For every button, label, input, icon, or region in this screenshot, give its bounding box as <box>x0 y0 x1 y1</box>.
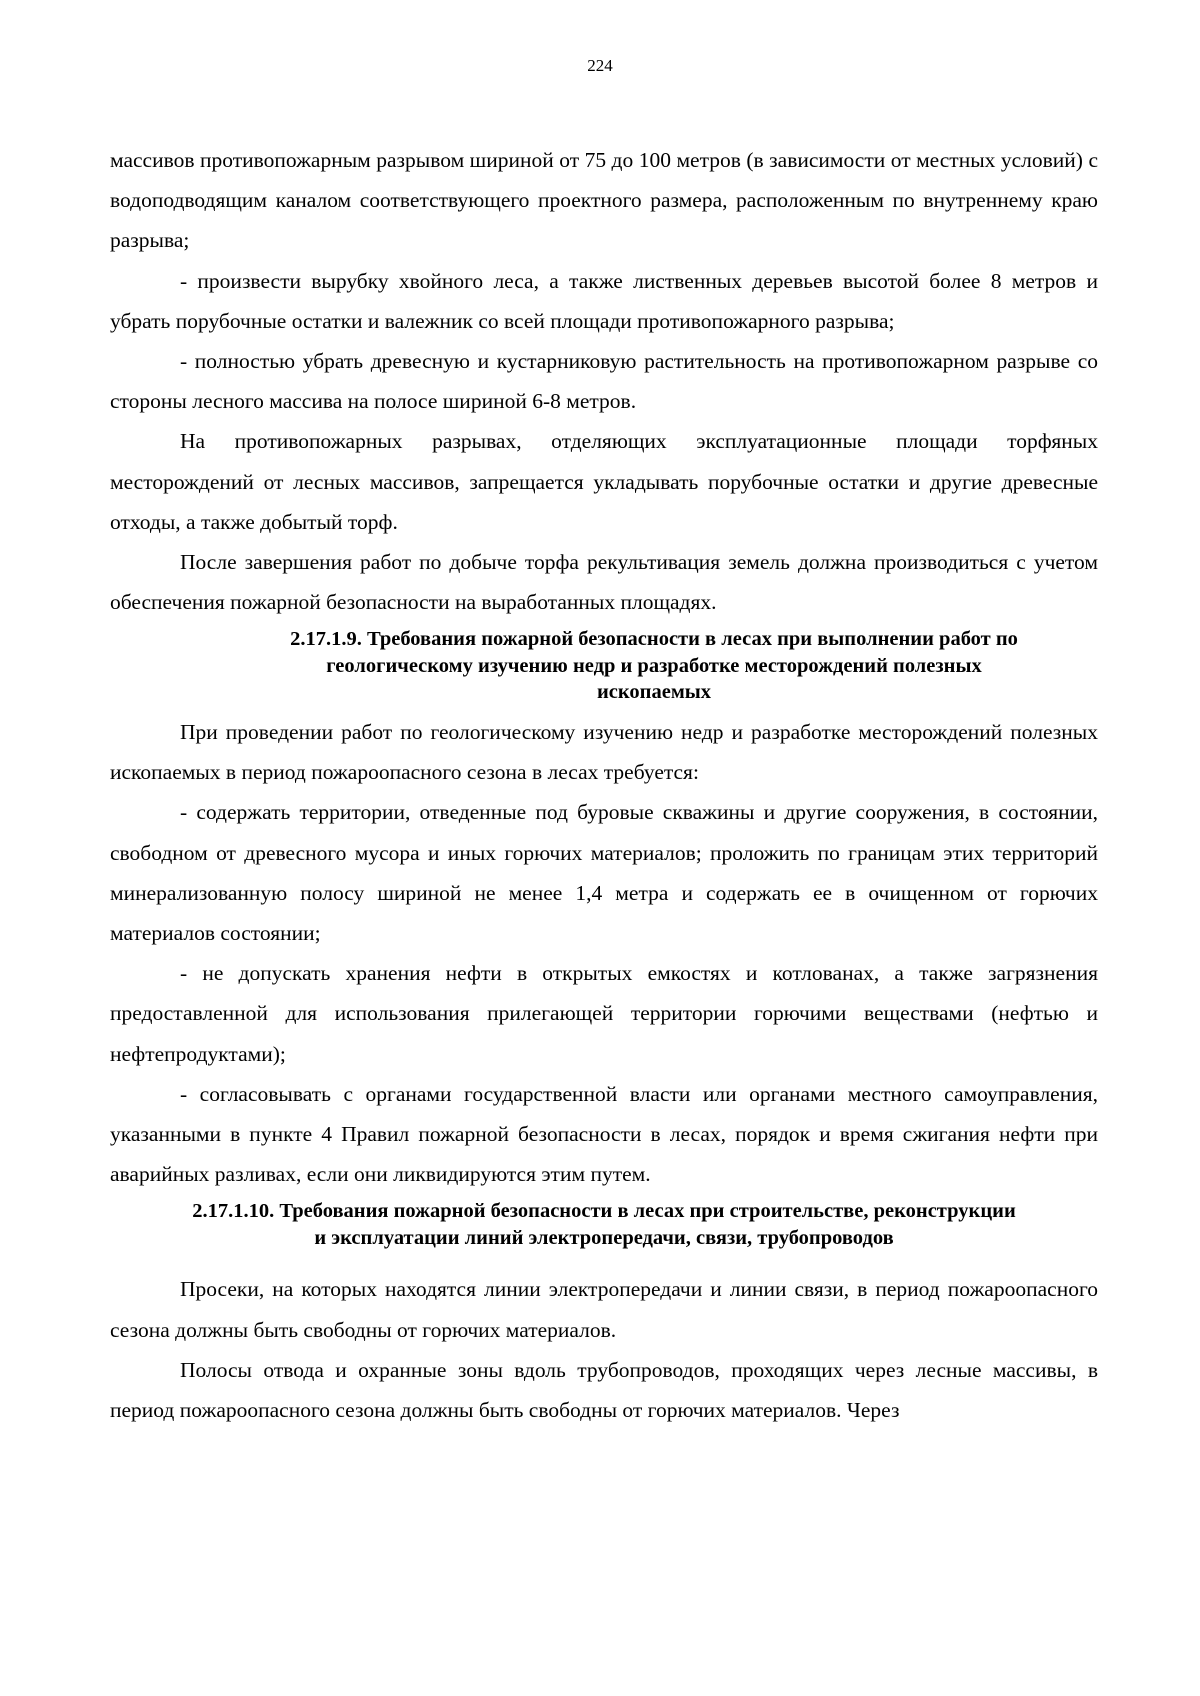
paragraph: массивов противопожарным разрывом шириной от 75 до 100 метров (в зависимости от местных условий) с водоподводящим каналом соответствующего проектного размера, расположенным по внутреннему краю разрыва; <box>110 148 1098 253</box>
paragraph: После завершения работ по добыче торфа рекультивация земель должна производиться с учетом обеспечения пожарной безопасности на выработанных площадях. <box>110 550 1098 615</box>
paragraph: Полосы отвода и охранные зоны вдоль трубопроводов, проходящих через лесные массивы, в период пожароопасного сезона должны быть свободны от горючих материалов. Через <box>110 1357 1098 1422</box>
heading-line: ископаемых <box>596 681 712 704</box>
heading-line: 2.17.1.10. Требования пожарной безопасности в лесах при строительстве, реконструкции <box>192 1200 1016 1223</box>
page-body <box>110 140 1098 1430</box>
paragraph: Просеки, на которых находятся линии электропередачи и линии связи, в период пожароопасного сезона должны быть свободны от горючих материалов. <box>110 1277 1098 1342</box>
page-number: 224 <box>587 56 613 75</box>
list-item: - содержать территории, отведенные под буровые скважины и другие сооружения, в состоянии, свободном от древесного мусора и иных горючих материалов; проложить по границам этих территорий минерализованную полосу шириной не менее 1,4 метра и содержать ее в очищенном от горючих материалов состоянии; <box>110 800 1098 945</box>
list-item: - не допускать хранения нефти в открытых емкостях и котлованах, а также загрязнения предоставленной для использования прилегающей территории горючими веществами (нефтью и нефтепродуктами); <box>110 961 1098 1066</box>
section-heading-2-17-1-10 <box>110 1194 1098 1269</box>
list-item: - согласовывать с органами государственной власти или органами местного самоуправления, указанными в пункте 4 Правил пожарной безопасности в лесах, порядок и время сжигания нефти при аварийных разливах, если они ликвидируются этим путем. <box>110 1081 1098 1187</box>
list-item: - полностью убрать древесную и кустарниковую растительность на противопожарном разрыве со стороны лесного массива на полосе шириной 6-8 метров. <box>110 349 1098 414</box>
heading-line: 2.17.1.9. Требования пожарной безопасности в лесах при выполнении работ по <box>290 628 1018 651</box>
heading-line: и эксплуатации линий электропередачи, связи, трубопроводов <box>314 1226 894 1249</box>
paragraph: При проведении работ по геологическому изучению недр и разработке месторождений полезных ископаемых в период пожароопасного сезона в лесах требуется: <box>110 719 1098 785</box>
paragraph: На противопожарных разрывах, отделяющих эксплуатационные площади торфяных месторождений от лесных массивов, запрещается укладывать порубочные остатки и другие древесные отходы, а также добытый торф. <box>110 429 1098 534</box>
heading-line: геологическому изучению недр и разработке месторождений полезных <box>326 654 982 677</box>
list-item: - произвести вырубку хвойного леса, а также лиственных деревьев высотой более 8 метров и убрать порубочные остатки и валежник со всей площади противопожарного разрыва; <box>110 268 1098 333</box>
section-heading-2-17-1-9 <box>110 622 1098 712</box>
